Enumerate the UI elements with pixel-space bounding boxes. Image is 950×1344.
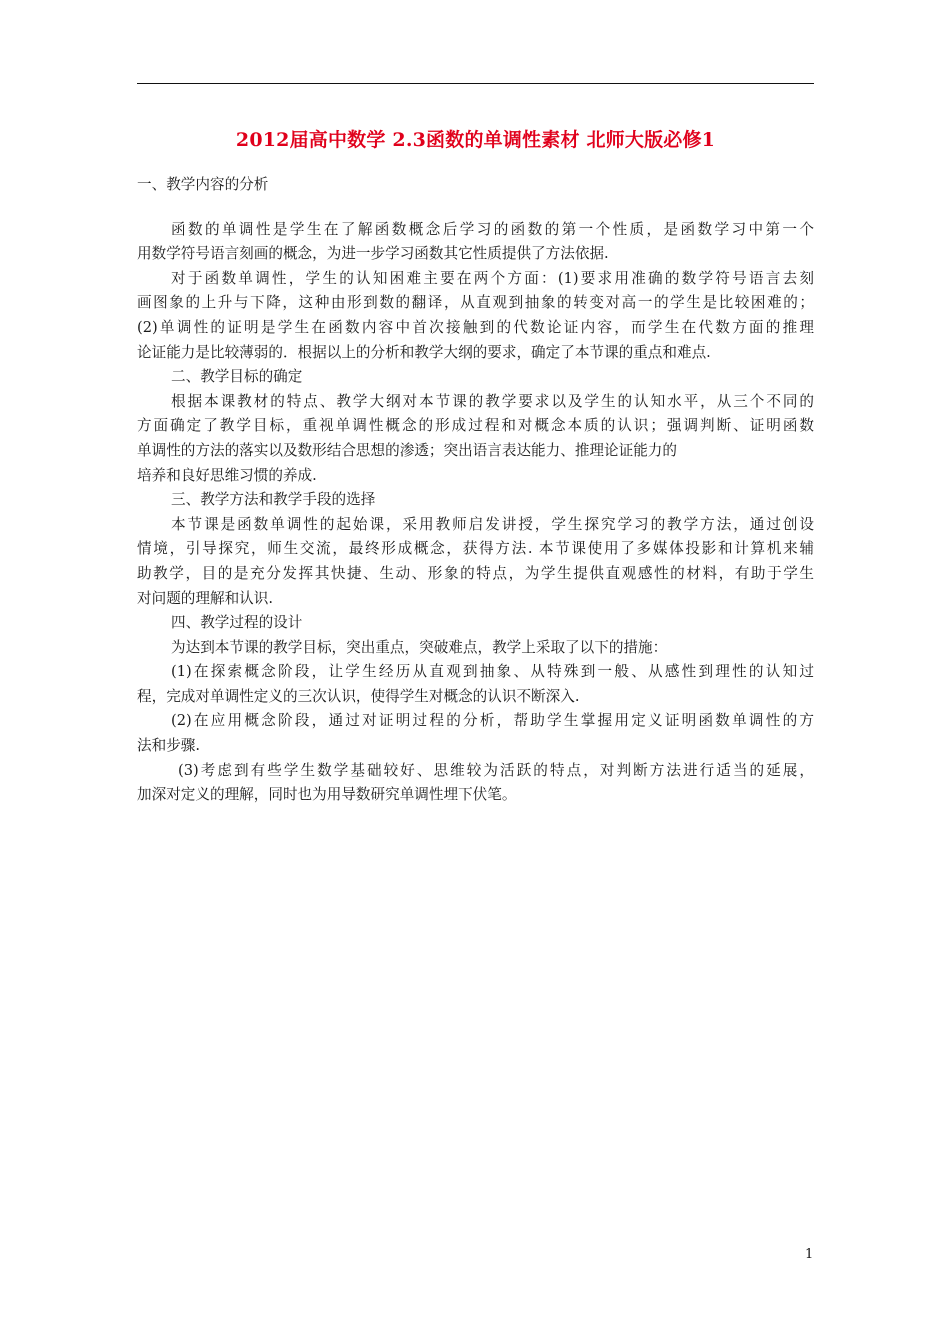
list-item-1: (1)在探索概念阶段，让学生经历从直观到抽象、从特殊到一般、从感性到理性的认知过 — [171, 663, 814, 681]
section-heading-4: 四、教学过程的设计 — [171, 614, 303, 632]
document-body — [137, 173, 814, 808]
page-number: 1 — [805, 1247, 814, 1262]
paragraph-line: 单调性的方法的落实以及数形结合思想的渗透；突出语言表达能力、推理论证能力的 — [137, 441, 677, 459]
section-heading-3: 三、教学方法和教学手段的选择 — [171, 491, 376, 509]
paragraph-line: 方面确定了教学目标，重视单调性概念的形成过程和对概念本质的认识；强调判断、证明函数 — [137, 417, 814, 435]
section-heading-2: 二、教学目标的确定 — [171, 368, 303, 386]
paragraph-line: 程，完成对单调性定义的三次认识，使得学生对概念的认识不断深入. — [137, 687, 580, 705]
paragraph-line: 对于函数单调性，学生的认知困难主要在两个方面：(1)要求用准确的数学符号语言去刻 — [171, 269, 814, 287]
paragraph-line: 对问题的理解和认识. — [137, 589, 273, 607]
list-item-3: (3)考虑到有些学生数学基础较好、思维较为活跃的特点，对判断方法进行适当的延展， — [178, 761, 814, 779]
paragraph-line: 助教学，目的是充分发挥其快捷、生动、形象的特点，为学生提供直观感性的材料，有助于学生 — [137, 564, 814, 582]
section-heading-1: 一、教学内容的分析 — [137, 176, 269, 193]
list-item-2: (2)在应用概念阶段，通过对证明过程的分析，帮助学生掌握用定义证明函数单调性的方 — [171, 712, 814, 730]
paragraph-gap — [137, 198, 814, 218]
paragraph-line: 培养和良好思维习惯的养成. — [137, 466, 317, 484]
document-title: 2012届高中数学 2.3函数的单调性素材 北师大版必修1 — [235, 129, 716, 151]
paragraph-line: 法和步骤. — [137, 737, 201, 755]
paragraph-line: 为达到本节课的教学目标，突出重点，突破难点，教学上采取了以下的措施： — [171, 638, 668, 656]
paragraph-line: 本节课是函数单调性的起始课，采用教师启发讲授，学生探究学习的教学方法，通过创设 — [171, 515, 814, 533]
paragraph-line: 画图象的上升与下降，这种由形到数的翻译，从直观到抽象的转变对高一的学生是比较困难的； — [137, 294, 814, 312]
paragraph-line: 函数的单调性是学生在了解函数概念后学习的函数的第一个性质，是函数学习中第一个 — [171, 220, 814, 238]
paragraph-line: 情境，引导探究，师生交流，最终形成概念，获得方法. 本节课使用了多媒体投影和计算机来辅 — [137, 540, 814, 558]
paragraph-line: (2)单调性的证明是学生在函数内容中首次接触到的代数论证内容，而学生在代数方面的推理 — [137, 318, 814, 336]
paragraph-line: 根据本课教材的特点、教学大纲对本节课的教学要求以及学生的认知水平，从三个不同的 — [171, 392, 814, 410]
paragraph-line: 论证能力是比较薄弱的．根据以上的分析和教学大纲的要求，确定了本节课的重点和难点. — [137, 343, 711, 361]
paragraph-line: 加深对定义的理解，同时也为用导数研究单调性埋下伏笔。 — [137, 786, 517, 804]
header-rule — [137, 83, 814, 84]
paragraph-line: 用数学符号语言刻画的概念，为进一步学习函数其它性质提供了方法依据. — [137, 245, 609, 263]
